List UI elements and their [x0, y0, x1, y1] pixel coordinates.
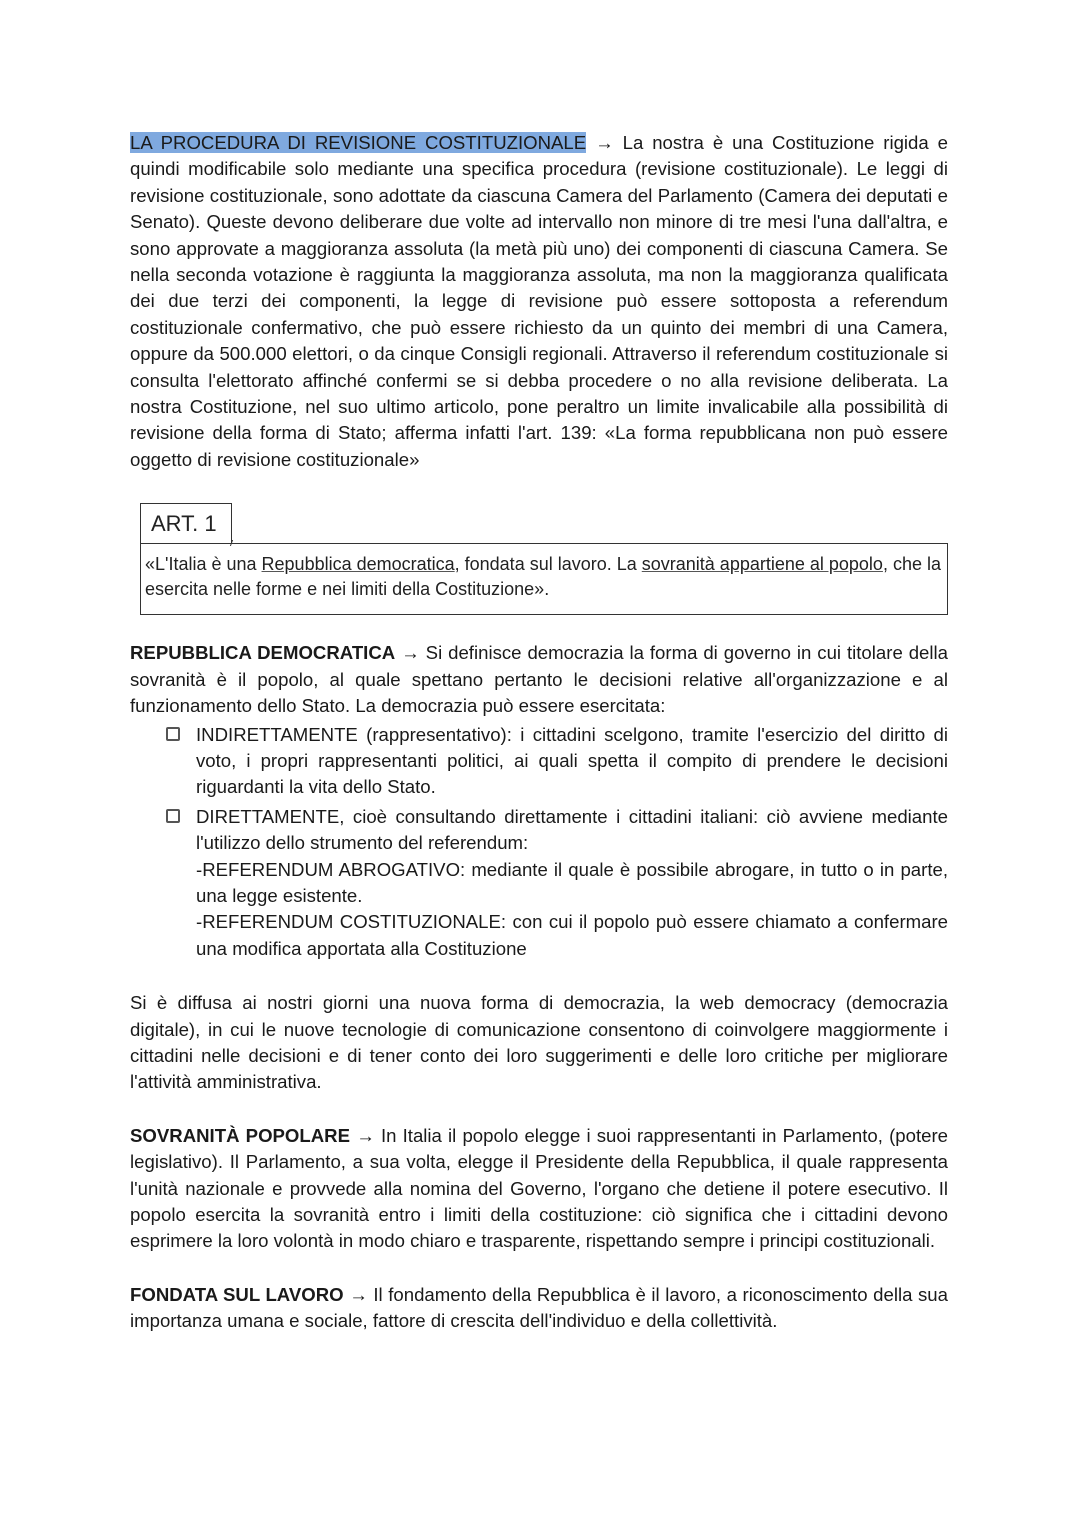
- underlined-term: sovranità appartiene al popolo: [641, 554, 883, 575]
- web-democracy-paragraph: Si è diffusa ai nostri giorni una nuova forma di democrazia, la web democracy (democrazia digitale), in cui le nuove tecnologie di comunicazione consentono di coinvolgere maggiormente i cittadini nelle decisioni e di tener conto dei loro suggerimenti e delle loro critiche per migliorare l'attività amministrativa.: [130, 992, 948, 1093]
- list-item: [166, 804, 948, 962]
- section-title: FONDATA SUL LAVORO: [130, 1283, 344, 1305]
- arrow-icon: →: [595, 132, 614, 153]
- quote-text: , che la esercita nelle forme e nei limiti della Costituzione».: [145, 554, 941, 600]
- lavoro-paragraph: [130, 1282, 948, 1335]
- arrow-icon: →: [356, 1124, 375, 1146]
- document-page: [130, 130, 948, 1335]
- article-quote: [140, 543, 948, 615]
- list-item-text: DIRETTAMENTE, cioè consultando direttamente i cittadini italiani: ciò avviene mediante l'utilizzo dello strumento del referendum:: [196, 805, 948, 854]
- quote-text: «L'Italia è una: [145, 554, 262, 575]
- section-title: REPUBBLICA DEMOCRATICA: [130, 642, 396, 664]
- intro-paragraph: [130, 130, 948, 473]
- repubblica-paragraph: [130, 640, 948, 719]
- section-text: Si definisce democrazia la forma di governo in cui titolare della sovranità è il popolo, al quale spettano pertanto le decisioni relative all'organizzazione e al funzionamento dello Stato. La democrazia può essere esercitata:: [130, 642, 948, 717]
- highlighted-section-title: LA PROCEDURA DI REVISIONE COSTITUZIONALE: [130, 132, 587, 153]
- underlined-term: Repubblica democratica: [261, 554, 455, 575]
- sovranita-paragraph: [130, 1123, 948, 1255]
- article-label: ART. 1: [140, 503, 232, 543]
- section-text: Il fondamento della Repubblica è il lavoro, a riconoscimento della sua importanza umana e sociale, fattore di crescita dell'individuo e della collettività.: [130, 1283, 948, 1332]
- section-text: In Italia il popolo elegge i suoi rappresentanti in Parlamento, (potere legislativo). Il Parlamento, a sua volta, elegge il Presidente della Repubblica, il quale rappresenta l'unità nazionale e provvede alla nomina del Governo, l'organo che detiene il potere esecutivo. Il popolo esercita la sovranità entro i limiti della costituzione: ciò significa che i cittadini devono esprimere la loro volontà in modo chiaro e trasparente, rispettando sempre i principi costituzionali.: [130, 1124, 949, 1252]
- section-title: SOVRANITÀ POPOLARE: [130, 1124, 351, 1146]
- referendum-costituzionale: -REFERENDUM COSTITUZIONALE: con cui il popolo può essere chiamato a confermare una modifica apportata alla Costituzione: [196, 911, 948, 959]
- intro-text: La nostra è una Costituzione rigida e quindi modificabile solo mediante una specifica procedura (revisione costituzionale). Le leggi di revisione costituzionale, sono adottate da ciascuna Camera del Parlamento (Camera dei deputati e Senato). Queste devono deliberare due volte ad intervallo non minore di tre mesi l'una dall'altra, e sono approvate a maggioranza assoluta (la metà più uno) dei componenti di ciascuna Camera. Se nella seconda votazione è raggiunta la maggioranza assoluta, ma non la maggioranza qualificata dei due terzi dei componenti, la legge di revisione può essere sottoposta a referendum costituzionale confermativo, che può essere richiesto da un quinto dei membri di una Camera, oppure da 500.000 elettori, o da cinque Consigli regionali. Attraverso il referendum costituzionale si consulta l'elettorato affinché confermi se si debba procedere o no alla revisione deliberata. La nostra Costituzione, nel suo ultimo articolo, pone peraltro un limite invalicabile alla possibilità di revisione della forma di Stato; afferma infatti l'art. 139: «La forma repubblicana non può essere oggetto di revisione costituzionale»: [130, 132, 948, 470]
- list-item-text: INDIRETTAMENTE (rappresentativo): i cittadini scelgono, tramite l'esercizio del diritto di voto, i propri rappresentanti politici, ai quali spetta il compito di prendere le decisioni riguardanti la vita dello Stato.: [196, 723, 948, 798]
- article-1-box: [140, 503, 948, 618]
- referendum-abrogativo: -REFERENDUM ABROGATIVO: mediante il quale è possibile abrogare, in tutto o in parte, una legge esistente.: [196, 858, 948, 906]
- section-repubblica: [130, 640, 948, 962]
- quote-text: , fondata sul lavoro. La: [454, 554, 642, 575]
- arrow-icon: →: [401, 642, 420, 664]
- checkbox-icon[interactable]: [166, 727, 180, 741]
- list-item: [166, 722, 948, 801]
- arrow-icon: →: [349, 1283, 368, 1305]
- democracy-types-list: [166, 722, 948, 963]
- checkbox-icon[interactable]: [166, 809, 180, 823]
